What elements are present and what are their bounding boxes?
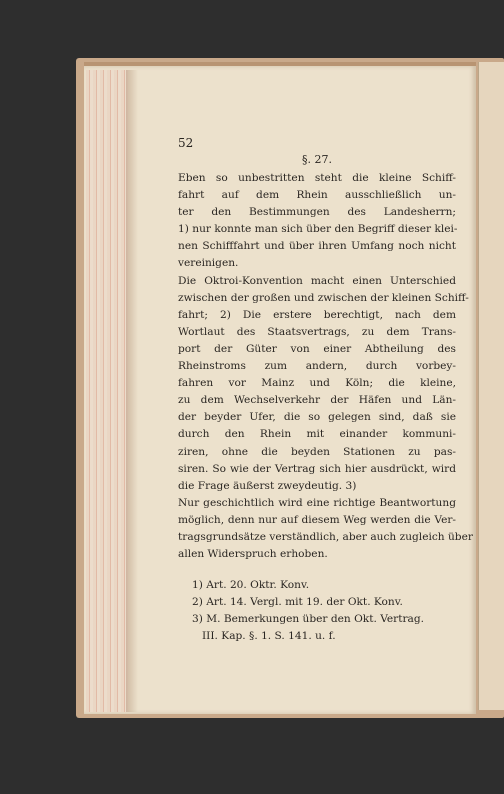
footnote-1: 1) Art. 20. Oktr. Konv.	[192, 579, 310, 592]
body-line: durch den Rhein mit einander kommuni-	[178, 428, 456, 441]
section-heading: §. 27.	[302, 153, 332, 166]
body-line: Die Oktroi-Konvention macht einen Unterschied	[178, 274, 456, 287]
footnote-3: 3) M. Bemerkungen über den Okt. Vertrag.	[192, 613, 425, 626]
body-line: zwischen der großen und zwischen der kleinen Schiff-	[178, 291, 469, 304]
body-line: Nur geschichtlich wird eine richtige Beantwortung	[178, 496, 456, 509]
body-line: 1) nur konnte man sich über den Begriff dieser klei-	[178, 223, 458, 236]
body-line: fahrt; 2) Die erstere berechtigt, nach dem	[178, 308, 456, 321]
body-line: fahren vor Mainz und Köln; die kleine,	[178, 377, 456, 390]
body-line: Rheinstroms zum andern, durch vorbey-	[178, 360, 456, 373]
body-line: zu dem Wechselverkehr der Häfen und Län-	[178, 394, 456, 407]
page-number: 52	[178, 136, 194, 150]
body-line: ter den Bestimmungen des Landesherrn;	[178, 206, 456, 219]
body-line: der beyder Ufer, die so gelegen sind, daß sie	[178, 411, 456, 424]
body-line: möglich, denn nur auf diesem Weg werden die Ver-	[178, 513, 456, 526]
body-line: Eben so unbestritten steht die kleine Schiff-	[178, 172, 456, 184]
page-gutter-stains	[86, 70, 128, 712]
next-page-edge	[478, 62, 504, 710]
gutter-shadow	[126, 70, 138, 712]
footnotes	[178, 577, 456, 645]
body-line: nen Schifffahrt und über ihren Umfang noch nicht	[178, 240, 456, 253]
body-line: die Frage äußerst zweydeutig. 3)	[178, 479, 357, 492]
body-line: Wortlaut des Staatsvertrags, zu dem Trans-	[178, 325, 456, 338]
footnote-2: 2) Art. 14. Vergl. mit 19. der Okt. Konv.	[192, 596, 403, 609]
footnote-3-continuation: III. Kap. §. 1. S. 141. u. f.	[202, 630, 336, 643]
body-line: allen Widerspruch erhoben.	[178, 548, 328, 561]
page-text	[178, 130, 473, 645]
body-line: tragsgrundsätze verständlich, aber auch zugleich über	[178, 530, 473, 543]
body-line: siren. So wie der Vertrag sich hier ausdrückt, wird	[178, 462, 456, 475]
body-line: port der Güter von einer Abtheilung des	[178, 342, 456, 355]
body-line: vereinigen.	[178, 257, 239, 270]
body-line: fahrt auf dem Rhein ausschließlich un-	[178, 189, 456, 202]
body-line: ziren, ohne die beyden Stationen zu pas-	[178, 445, 456, 458]
